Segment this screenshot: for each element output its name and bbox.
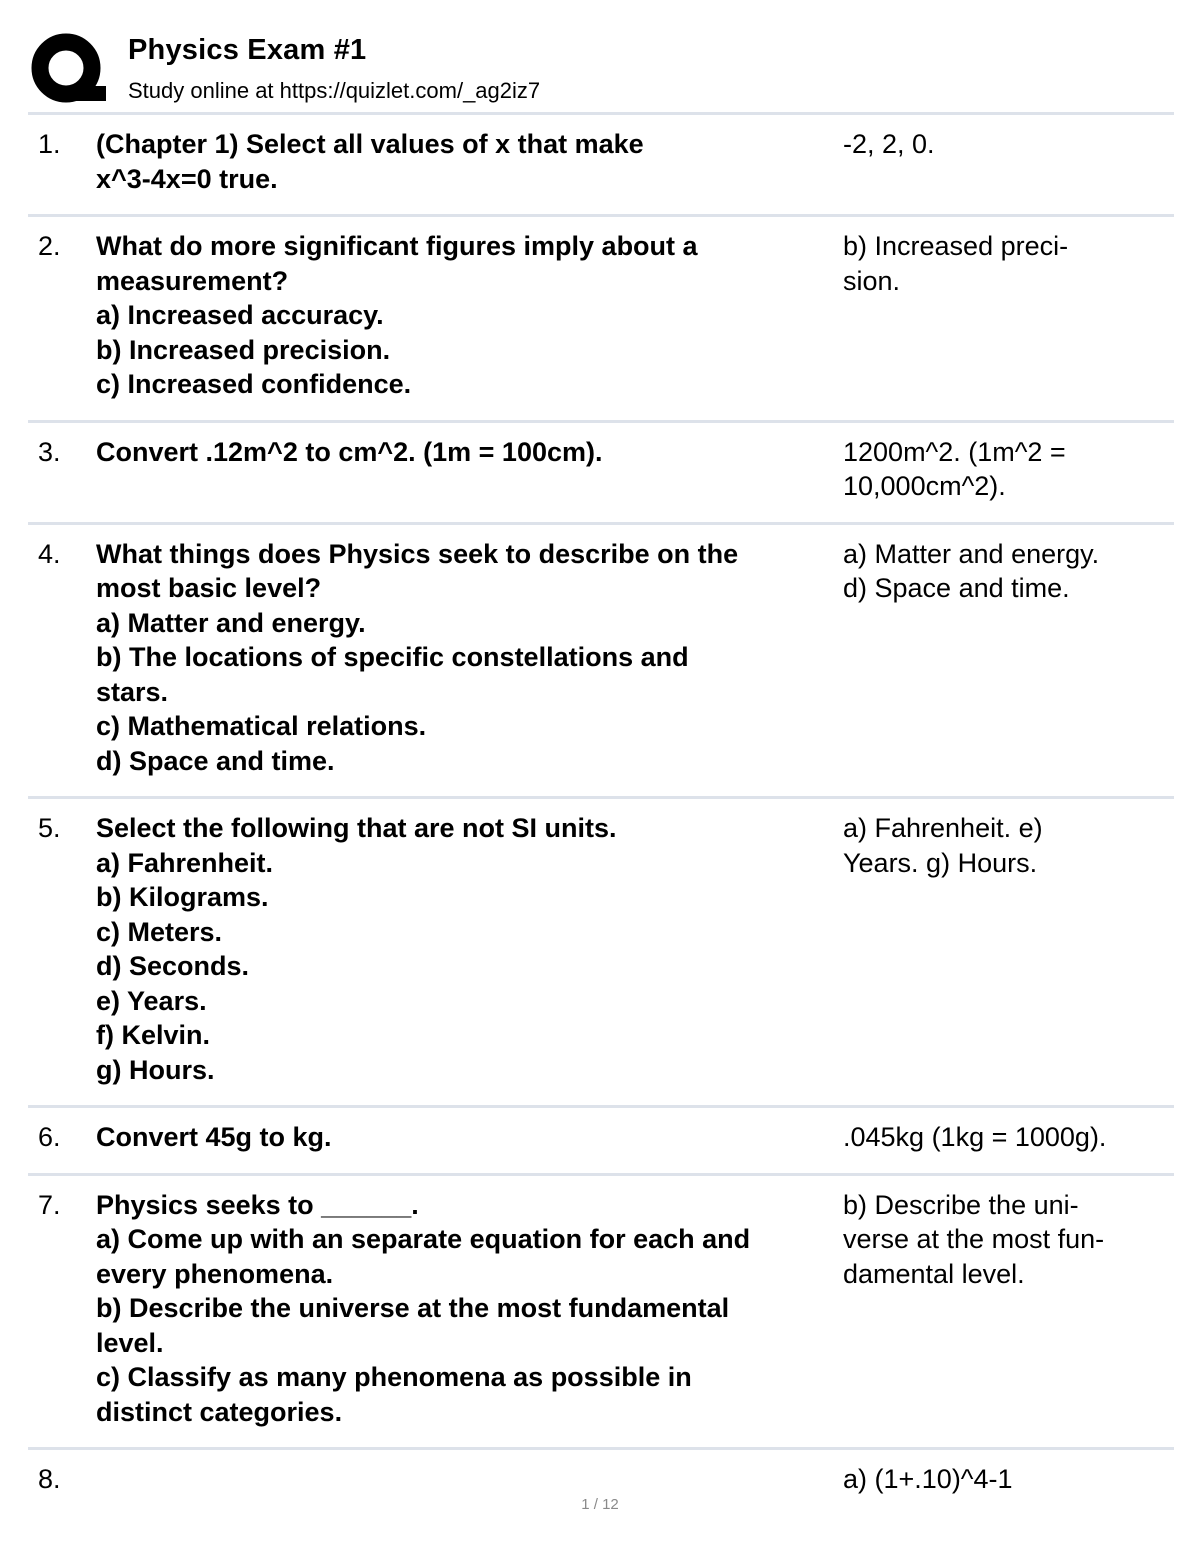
card-term: Convert 45g to kg. [96, 1122, 332, 1152]
card-definition: 1200m^2. (1m^2 = 10,000cm^2). [843, 436, 1066, 501]
flashcard-row [28, 1173, 1174, 1448]
card-definition: a) Matter and energy. d) Space and time. [843, 538, 1100, 603]
card-definition: -2, 2, 0. [843, 129, 935, 159]
card-number: 2. [38, 231, 61, 261]
flashcard-row [28, 1105, 1174, 1173]
card-number: 5. [38, 813, 61, 843]
card-number: 1. [38, 129, 61, 159]
document-title: Physics Exam #1 [128, 34, 367, 66]
card-number: 7. [38, 1189, 61, 1220]
flashcard-list [28, 112, 1174, 1515]
flashcard-row [28, 214, 1174, 420]
card-number: 3. [38, 436, 61, 467]
flashcard-row [28, 522, 1174, 797]
card-term: (Chapter 1) Select all values of x that make x^3-4x=0 true. [96, 129, 644, 194]
card-term: Convert .12m^2 to cm^2. (1m = 100cm). [96, 436, 603, 467]
card-definition: b) Increased preci- sion. [843, 231, 1069, 296]
flashcard-row [28, 796, 1174, 1105]
page-header [28, 28, 1178, 112]
card-definition: b) Describe the uni- verse at the most fun- damental level. [843, 1189, 1105, 1289]
card-number: 6. [38, 1122, 61, 1152]
card-term: Select the following that are not SI units. a) Fahrenheit. b) Kilograms. c) Meters. d) Seconds. e) Years. f) Kelvin. g) Hours. [96, 813, 617, 1085]
document-subtitle: Study online at https://quizlet.com/_ag2iz7 [128, 78, 541, 103]
card-term: What do more significant figures imply about a measurement? a) Increased accuracy. b) Increased precision. c) Increased confidence. [96, 231, 698, 399]
card-definition: a) Fahrenheit. e) Years. g) Hours. [843, 813, 1043, 878]
card-number: 4. [38, 538, 61, 569]
flashcard-row [28, 112, 1174, 214]
quizlet-q-logo-icon [28, 30, 108, 110]
card-number: 8. [38, 1464, 61, 1494]
card-term [96, 1462, 843, 1497]
card-term: Physics seeks to ______. a) Come up with an separate equation for each and every phenomena. b) Describe the universe at the most fundamental level. c) Classify as many phenomena as possible in distinct categories. [96, 1189, 751, 1427]
card-definition: a) (1+.10)^4-1 [843, 1464, 1013, 1494]
page-indicator: 1 / 12 [581, 1496, 619, 1513]
card-term: What things does Physics seek to describe on the most basic level? a) Matter and energy. b) The locations of specific constellations and stars. c) Mathematical relations. d) Space and time. [96, 538, 739, 776]
flashcard-row [28, 420, 1174, 522]
card-definition: .045kg (1kg = 1000g). [843, 1122, 1107, 1152]
